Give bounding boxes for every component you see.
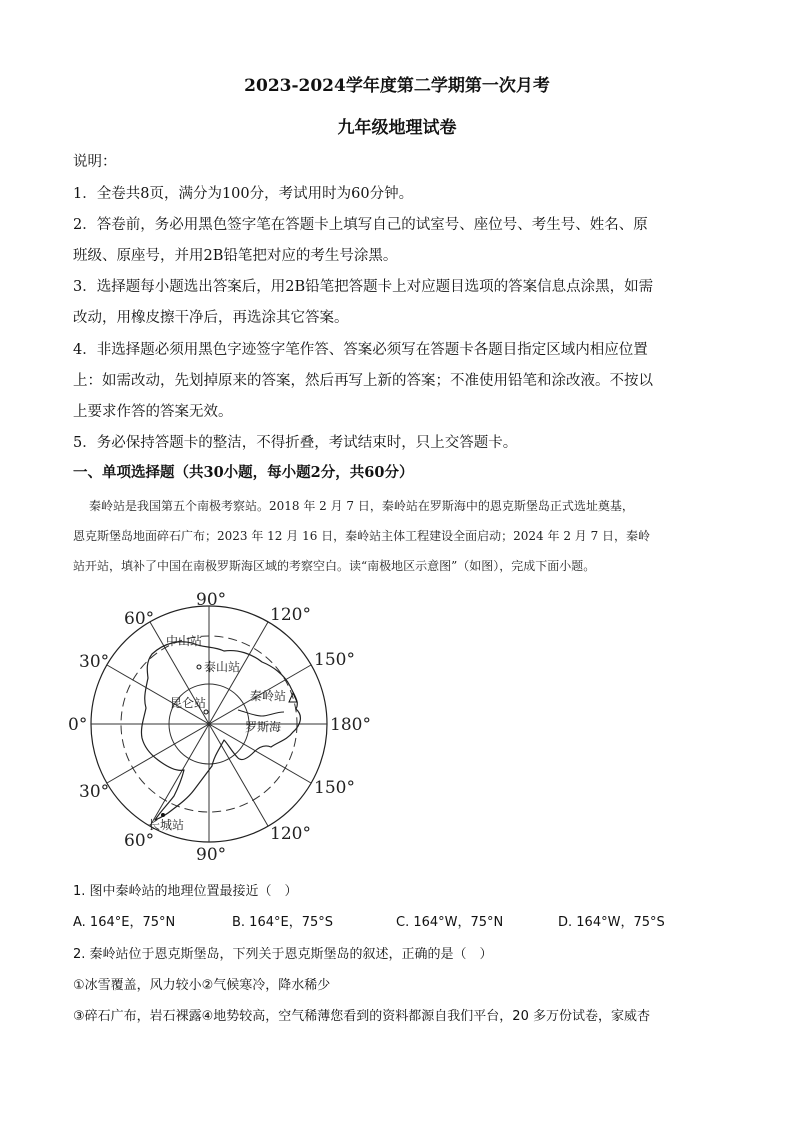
- map-meridians: [91, 606, 327, 842]
- exam-subtitle: 九年级地理试卷: [337, 118, 457, 138]
- passage-line-3: 站开站，填补了中国在南极罗斯海区域的考察空白。读“南极地区示意图”（如图），完成下面小题。: [73, 559, 596, 573]
- instruction-item-4c: 上要求作答的答案无效。: [73, 404, 233, 420]
- qinling-station-label: 秦岭站: [250, 689, 287, 703]
- ross-sea-outline: [238, 710, 284, 716]
- changcheng-station-label: 长城站: [148, 818, 185, 832]
- question-1-option-b[interactable]: B. 164°E，75°S: [232, 915, 334, 930]
- lon-label-top-right: 120°: [270, 605, 311, 625]
- lon-label-top-left: 60°: [124, 609, 155, 629]
- instruction-item-1: 1．全卷共8页，满分为100分，考试用时为60分钟。: [73, 186, 414, 202]
- question-1: 1. 图中秦岭站的地理位置最接近（ ）: [73, 884, 298, 899]
- lon-label-bottom-left: 60°: [124, 831, 155, 851]
- kunlun-station-marker: [204, 710, 208, 714]
- changcheng-station-marker: [161, 813, 165, 817]
- lon-label-bottom: 90°: [196, 845, 227, 865]
- passage-line-2: 恩克斯堡岛地面碎石广布；2023 年 12 月 16 日，秦岭站主体工程建设全面启动；2024 年 2 月 7 日，秦岭: [73, 529, 651, 543]
- instruction-item-2b: 班级、原座号，并用2B铅笔把对应的考生号涂黑。: [73, 248, 398, 264]
- zhongshan-station-label: 中山站: [166, 634, 203, 648]
- lon-label-right: 180°: [330, 715, 371, 735]
- question-2-statements-1: ①冰雪覆盖，风力较小②气候寒冷，降水稀少: [73, 978, 331, 993]
- question-2-statements-2: ③碎石广布，岩石裸露④地势较高，空气稀薄您看到的资料都源自我们平台，20 多万份试卷，家威杏: [73, 1009, 650, 1024]
- instruction-item-2a: 2．答卷前，务必用黑色签字笔在答题卡上填写自己的试室号、座位号、考生号、姓名、原: [73, 217, 648, 233]
- instruction-item-3b: 改动，用橡皮擦干净后，再选涂其它答案。: [73, 310, 349, 326]
- taishan-station-label: 泰山站: [204, 660, 241, 674]
- kunlun-station-label: 昆仑站: [170, 696, 207, 710]
- lon-label-right-lower: 150°: [314, 778, 355, 798]
- taishan-station-marker: [197, 665, 201, 669]
- question-1-option-d[interactable]: D. 164°W，75°S: [558, 915, 665, 930]
- instruction-item-3a: 3．选择题每小题选出答案后，用2B铅笔把答题卡上对应题目选项的答案信息点涂黑，如需: [73, 279, 654, 295]
- lon-label-left: 0°: [68, 715, 88, 735]
- ross-sea-label: 罗斯海: [245, 720, 282, 734]
- question-1-option-a[interactable]: A. 164°E，75°N: [73, 915, 176, 930]
- lon-label-left-lower: 30°: [79, 782, 110, 802]
- lon-label-top: 90°: [196, 590, 227, 610]
- lon-label-right-upper: 150°: [314, 650, 355, 670]
- antarctic-map: [66, 585, 386, 870]
- question-1-option-c[interactable]: C. 164°W，75°N: [396, 915, 504, 930]
- exam-title: 2023-2024学年度第二学期第一次月考: [244, 76, 550, 96]
- passage-line-1: 秦岭站是我国第五个南极考察站。2018 年 2 月 7 日，秦岭站在罗斯海中的恩克斯堡岛正式选址奠基，: [89, 499, 634, 513]
- question-2: 2. 秦岭站位于恩克斯堡岛，下列关于恩克斯堡岛的叙述，正确的是（ ）: [73, 947, 493, 962]
- lon-label-left-upper: 30°: [79, 652, 110, 672]
- lon-label-bottom-right: 120°: [270, 824, 311, 844]
- section-heading: 一、单项选择题（共30小题，每小题2分，共60分）: [73, 464, 414, 481]
- instruction-item-4b: 上：如需改动，先划掉原来的答案，然后再写上新的答案；不准使用铅笔和涂改液。不按以: [73, 373, 653, 389]
- instruction-item-5: 5．务必保持答题卡的整洁，不得折叠，考试结束时，只上交答题卡。: [73, 435, 518, 451]
- instruction-item-4a: 4．非选择题必须用黑色字迹签字笔作答、答案必须写在答题卡各题目指定区域内相应位置: [73, 342, 648, 358]
- instructions-heading: 说明：: [73, 154, 117, 170]
